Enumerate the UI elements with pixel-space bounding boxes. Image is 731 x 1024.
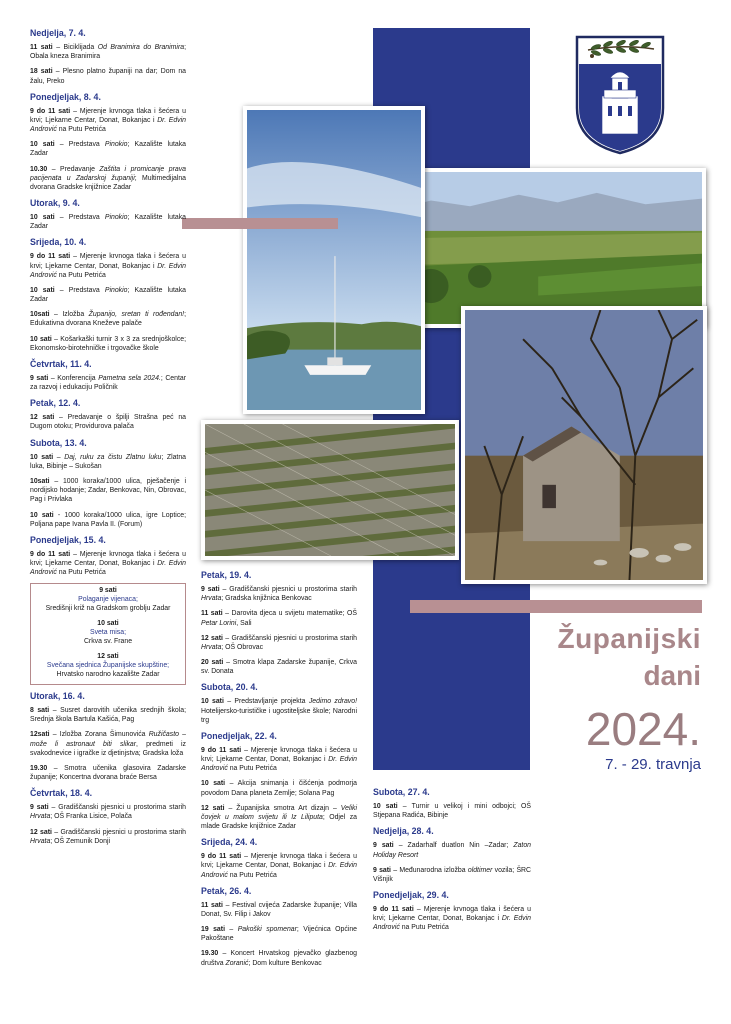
schedule-column-2 (201, 570, 357, 974)
event-item: 9 sati – Gradiščanski pjesnici u prostorima starih Hrvata; Gradska knjižnica Benkovac (201, 586, 357, 603)
box-place: Središnji križ na Gradskom groblju Zadar (45, 605, 171, 613)
event-item: 10 sati – Daj, ruku za čistu Zlatnu luku; Zlatna luka, Bibinje – Sukošan (30, 453, 187, 470)
title-year: 2024. (585, 703, 701, 755)
event-item: 9 do 11 sati – Mjerenje krvnoga tlaka i šećera u krvi; Ljekarne Centar, Donat, Bokanjac i Dr. Edvin Andrović na Putu Petrića (30, 253, 186, 279)
county-day-box (30, 583, 186, 685)
event-item: 12 sati – Predavanje o špilji Strašna peć na Dugom otoku; Providurova palača (30, 414, 186, 431)
decorative-bar-top (182, 218, 338, 229)
event-item: 9 sati – Gradiščanski pjesnici u prostorima starih Hrvata; OŠ Franka Lisice, Polača (30, 804, 186, 821)
box-event: Polaganje vijenaca; (78, 596, 138, 604)
day-heading: Petak, 19. 4. (201, 570, 252, 580)
event-item: 19 sati – Pakoški spomenar; Vijećnica Općine Pakoštane (201, 926, 358, 943)
event-item: 11 sati – Festival cvijeća Zadarske županije; Villa Donat, Sv. Filip i Jakov (201, 901, 357, 918)
event-item: 9 do 11 sati – Mjerenje krvnoga tlaka i šećera u krvi; Ljekarne Centar, Donat, Bokanjac i Dr. Edvin Andrović na Putu Petrića (30, 107, 186, 134)
event-item: 9 do 11 sati – Mjerenje krvnoga tlaka i šećera u krvi; Ljekarne Centar, Donat, Bokanjac i Dr. Edvin Andrović na Putu Petrića (30, 550, 186, 577)
stone-house-photo (461, 306, 707, 584)
event-item: 8 sati – Susret darovitih učenika srednjih škola; Srednja škola Bartula Kašića, Pag (30, 707, 186, 724)
event-item: 9 sati – Zadarhalf duatlon Nin –Zadar; Zaton Holiday Resort (373, 842, 532, 859)
event-item: 20 sati – Smotra klapa Zadarske županije, Crkva sv. Donata (201, 659, 357, 676)
event-item: 12 sati – Gradiščanski pjesnici u prostorima starih Hrvata; OŠ Zemunik Donji (30, 828, 187, 845)
event-item: 12sati – Izložba Zorana Šimunovića Ružičasto – može li astronaut biti slikar, predmeti iz svakodnevice i igračke iz djetinjstva; Gradska loža (30, 731, 187, 757)
box-time: 12 sati (97, 653, 119, 661)
event-item: 19.30 – Smotra učenika glasovira Zadarske županije; Koncertna dvorana braće Bersa (30, 764, 186, 782)
day-heading: Srijeda, 10. 4. (30, 237, 87, 248)
event-item: 10 sati – Predstavljanje projekta Jedimo zdravo! Hotelijersko-turističke i ugostiteljske škole; Narodni trg (201, 698, 357, 724)
event-item: 10 sati – Predstava Pinokio; Kazalište lutaka Zadar (30, 141, 187, 158)
day-heading: Četvrtak, 18. 4. (30, 788, 93, 799)
event-item: 10 sati – Predstava Pinokio; Kazalište lutaka Zadar (30, 286, 187, 304)
box-event: Sveta misa; (90, 629, 126, 637)
schedule-column-1 (30, 28, 186, 852)
event-item: 10 sati – Akcija snimanja i čišćenja podmorja povodom Dana planeta Zemlje; Solana Pag (201, 780, 358, 797)
event-item: 10.30 – Predavanje Zaštita i promicanje prava pacijenata u Zadarskoj županiji; Multimedijalna dvorana Gradske knjižnice Zadar (30, 165, 186, 191)
event-item: 11 sati – Darovita djeca u svijetu matematike; OŠ Petar Lorini, Sali (201, 610, 357, 627)
event-item: 19.30 – Koncert Hrvatskog pjevačko glazbenog društva Zoranić; Dom kulture Benkovac (201, 950, 357, 967)
event-item: 9 do 11 sati – Mjerenje krvnoga tlaka i šećera u krvi; Ljekarne Centar, Donat, Bokanjac i Dr. Edvin Andrović na Putu Petrića (201, 853, 357, 879)
day-heading: Subota, 27. 4. (373, 787, 430, 797)
event-item: 10 sati - 1000 koraka/1000 ulica, igre Loptice; Poljana pape Ivana Pavla II. (Forum) (30, 511, 187, 528)
sailboat-photo (243, 106, 425, 414)
day-heading: Nedjelja, 28. 4. (373, 826, 434, 837)
box-place: Crkva sv. Frane (83, 638, 133, 646)
box-time: 9 sati (99, 587, 117, 595)
event-item: 9 do 11 sati – Mjerenje krvnoga tlaka i šećera u krvi; Ljekarne Centar, Donat, Bokanjac i Dr. Edvin Andrović na Putu Petrića (201, 746, 357, 773)
event-item: 9 sati – Međunarodna izložba oldtimer vozila; ŠRC Višnjik (373, 866, 531, 883)
day-heading: Petak, 12. 4. (30, 398, 81, 409)
box-event: Svečana sjednica Županijske skupštine; (46, 662, 170, 670)
day-heading: Ponedjeljak, 8. 4. (30, 91, 101, 102)
event-item: 10sati – Izložba Županijo, sretan ti rođendan!; Edukativna dvorana Kneževe palače (30, 311, 186, 328)
event-item: 12 sati – Županijska smotra Art dizajn – Veliki čovjek u malom svijetu ili Iz Liliputa; Odjel za mlade Gradske knjižnice Zadar (201, 804, 357, 831)
event-item: 10sati – 1000 koraka/1000 ulica, pješačenje i nordijsko hodanje; Zadar, Benkovac, Nin, Obrovac, Pag i Privlaka (30, 477, 186, 504)
day-heading: Srijeda, 24. 4. (201, 837, 258, 848)
title-line-2: dani (643, 660, 701, 691)
schedule-column-3 (373, 787, 531, 939)
day-heading: Petak, 26. 4. (201, 885, 252, 896)
vineyard-photo (201, 420, 459, 560)
box-time: 10 sati (97, 620, 119, 628)
day-heading: Subota, 13. 4. (30, 437, 87, 448)
day-heading: Ponedjeljak, 29. 4. (373, 890, 449, 901)
event-item: 9 sati – Konferencija Pametna sela 2024.; Centar za razvoj i edukaciju Poličnik (30, 374, 187, 392)
title-line-1: Županijski (557, 623, 701, 654)
landscape-photo (388, 168, 706, 328)
day-heading: Nedjelja, 7. 4. (30, 28, 86, 38)
event-item: 10 sati – Košarkaški turnir 3 x 3 za srednjoškolce; Ekonomsko-birotehničke i trgovačke škole (30, 335, 187, 352)
day-heading: Ponedjeljak, 22. 4. (201, 730, 277, 741)
day-heading: Utorak, 9. 4. (30, 198, 80, 209)
event-item: 11 sati – Biciklijada Od Branimira do Branimira; Obala kneza Branimira (30, 44, 186, 61)
county-coat-of-arms (574, 34, 666, 156)
event-item: 10 sati – Predstava Pinokio; Kazalište lutaka Zadar (30, 214, 187, 231)
title-dates: 7. - 29. travnja (605, 756, 701, 773)
day-heading: Četvrtak, 11. 4. (30, 358, 92, 369)
box-place: Hrvatsko narodno kazalište Zadar (56, 671, 160, 679)
event-item: 18 sati – Plesno platno županiji na dar; Dom na žalu, Preko (30, 68, 187, 85)
decorative-bar-bottom (410, 600, 702, 613)
day-heading: Utorak, 16. 4. (30, 691, 85, 702)
event-item: 12 sati – Gradiščanski pjesnici u prostorima starih Hrvata; OŠ Obrovac (201, 634, 358, 651)
event-item: 10 sati – Turnir u velikoj i mini odbojci; OŠ Stjepana Radića, Bibinje (373, 803, 531, 820)
event-item: 9 do 11 sati – Mjerenje krvnoga tlaka i šećera u krvi; Ljekarne Centar, Donat, Bokanjac i Dr. Edvin Andrović na Putu Petrića (373, 906, 531, 932)
day-heading: Ponedjeljak, 15. 4. (30, 534, 106, 545)
day-heading: Subota, 20. 4. (201, 682, 258, 693)
